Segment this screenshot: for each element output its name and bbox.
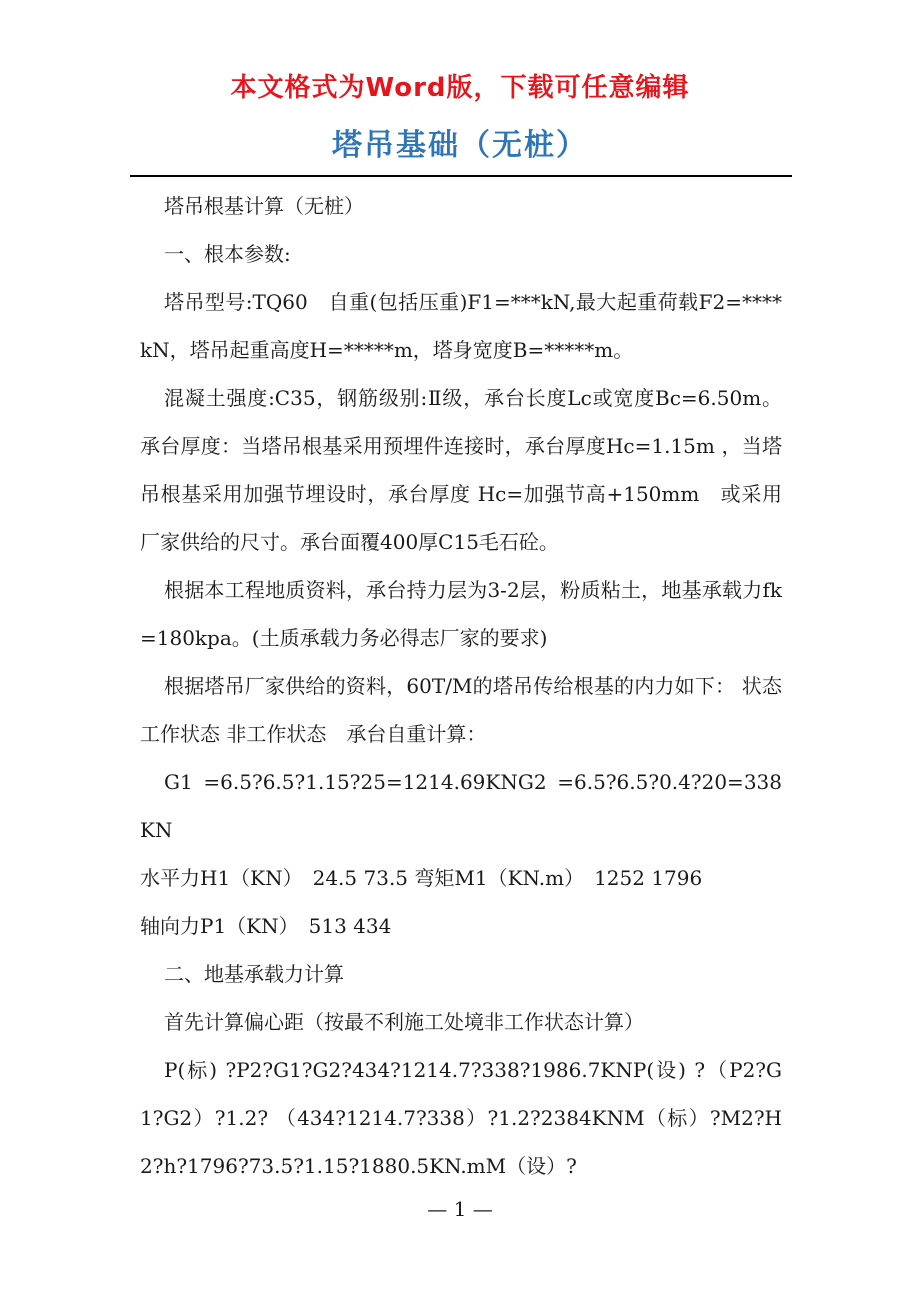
section-heading: 二、地基承载力计算 <box>164 962 344 986</box>
paragraph: 塔吊型号:TQ60 自重(包括压重)F1=***kN,最大起重荷载F2=****kN，塔吊起重高度H=*****m，塔身宽度B=*****m。 <box>140 290 782 362</box>
section-heading: 塔吊根基计算（无桩） <box>164 194 364 218</box>
data-line: 水平力H1（KN） 24.5 73.5 弯矩M1（KN.m） 1252 1796 <box>140 866 703 890</box>
paragraph: 根据塔吊厂家供给的资料，60T/M的塔吊传给根基的内力如下： 状态 工作状态 非工作状态 承台自重计算： <box>140 674 782 746</box>
formula-line: G1 =6.5?6.5?1.15?25=1214.69KNG2 =6.5?6.5?0.4?20=338KN <box>140 770 782 842</box>
download-banner: 本文格式为Word版，下载可任意编辑 <box>230 73 690 103</box>
paragraph: 首先计算偏心距（按最不利施工处境非工作状态计算） <box>164 1010 644 1034</box>
page-number: — 1 — <box>427 1197 493 1221</box>
paragraph: 混凝土强度:C35，钢筋级别:Ⅱ级，承台长度Lc或宽度Bc=6.50m。 承台厚度：当塔吊根基采用预埋件连接时，承台厚度Hc=1.15m ，当塔吊根基采用加强节埋设时，承台厚度 Hc=加强节高+150mm 或采用厂家供给的尺寸。承台面覆400厚C15毛石砼。 <box>140 386 782 554</box>
title-divider <box>130 175 792 177</box>
data-line: 轴向力P1（KN） 513 434 <box>140 914 392 938</box>
document-title: 塔吊基础（无桩） <box>332 128 588 163</box>
paragraph: 根据本工程地质资料，承台持力层为3-2层，粉质粘土，地基承载力fk=180kpa。(土质承载力务必得志厂家的要求) <box>140 578 782 650</box>
formula-line: P(标) ?P2?G1?G2?434?1214.7?338?1986.7KNP(设) ?（P2?G1?G2）?1.2? （434?1214.7?338）?1.2?2384KNM（标）?M2?H2?h?1796?73.5?1.15?1880.5KN.mM（设）? <box>140 1058 782 1178</box>
section-heading: 一、根本参数: <box>164 242 291 266</box>
document-body <box>140 182 782 1190</box>
